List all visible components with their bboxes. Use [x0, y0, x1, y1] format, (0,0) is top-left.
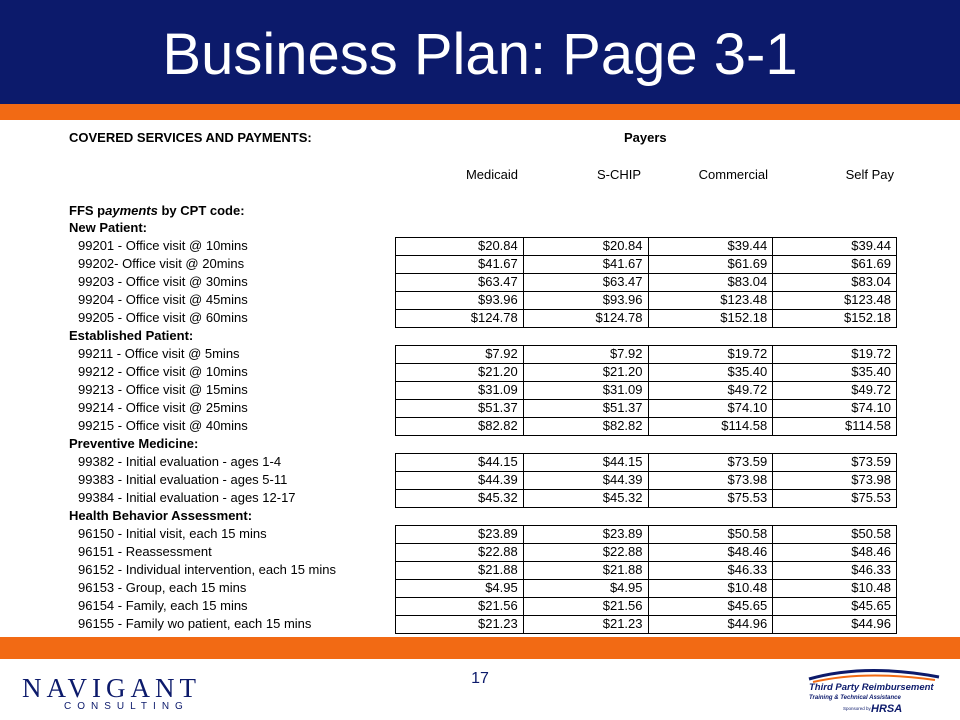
payment-cell: $73.98: [773, 472, 897, 489]
service-label: 99203 - Office visit @ 30mins: [78, 274, 248, 289]
payment-cell: $20.84: [396, 238, 524, 255]
accent-stripe-bottom: [0, 637, 960, 659]
table-row: [396, 292, 897, 310]
payment-cell: $45.32: [524, 490, 649, 507]
payment-cell: $44.15: [524, 454, 649, 471]
payment-cell: $39.44: [649, 238, 774, 255]
payment-cell: $44.39: [524, 472, 649, 489]
column-header-commercial: Commercial: [698, 167, 768, 182]
column-header-medicaid: Medicaid: [465, 167, 518, 182]
payment-cell: $123.48: [773, 292, 897, 309]
table-row: [396, 274, 897, 292]
service-label: 99211 - Office visit @ 5mins: [78, 346, 240, 361]
payment-grid: [395, 453, 897, 508]
table-row: [396, 544, 897, 562]
service-label: 99384 - Initial evaluation - ages 12-17: [78, 490, 296, 505]
section-heading: Preventive Medicine:: [69, 436, 199, 451]
payment-cell: $46.33: [773, 562, 897, 579]
table-row: [396, 616, 897, 634]
service-label: 99204 - Office visit @ 45mins: [78, 292, 248, 307]
payment-cell: $44.39: [396, 472, 524, 489]
service-label: 96154 - Family, each 15 mins: [78, 598, 248, 613]
ffs-heading-part-b: by CPT code:: [157, 203, 245, 218]
payment-cell: $114.58: [773, 418, 897, 435]
payment-cell: $73.59: [649, 454, 774, 471]
payment-grid: [395, 525, 897, 634]
service-label: 99382 - Initial evaluation - ages 1-4: [78, 454, 282, 469]
payment-cell: $7.92: [396, 346, 524, 363]
title-bar: [0, 0, 960, 104]
service-label: 99383 - Initial evaluation - ages 5-11: [78, 472, 288, 487]
ffs-heading-part-a: FFS p: [69, 203, 106, 218]
accent-stripe-top: [0, 104, 960, 120]
section-heading: Health Behavior Assessment:: [69, 508, 253, 523]
payment-cell: $46.33: [649, 562, 774, 579]
payment-cell: $124.78: [524, 310, 649, 327]
payment-cell: $21.56: [524, 598, 649, 615]
table-row: [396, 526, 897, 544]
third-party-reimbursement-logo: [805, 665, 945, 717]
payment-cell: $61.69: [649, 256, 774, 273]
payment-cell: $73.59: [773, 454, 897, 471]
table-row: [396, 364, 897, 382]
service-label: 96151 - Reassessment: [78, 544, 212, 559]
ffs-heading: [69, 202, 245, 219]
table-row: [396, 382, 897, 400]
sheet-heading: COVERED SERVICES AND PAYMENTS:: [69, 130, 312, 145]
payment-cell: $19.72: [773, 346, 897, 363]
payment-cell: $75.53: [773, 490, 897, 507]
payment-cell: $45.65: [649, 598, 774, 615]
payment-cell: $21.23: [396, 616, 524, 633]
payment-cell: $35.40: [773, 364, 897, 381]
service-label: 99202- Office visit @ 20mins: [78, 256, 245, 271]
payment-cell: $21.88: [396, 562, 524, 579]
column-header-schip: S-CHIP: [596, 167, 641, 182]
payment-cell: $39.44: [773, 238, 897, 255]
service-label: 96152 - Individual intervention, each 15 mins: [78, 562, 336, 577]
payment-cell: $41.67: [524, 256, 649, 273]
table-row: [396, 454, 897, 472]
payment-cell: $51.37: [524, 400, 649, 417]
slide-title: Business Plan: Page 3-1: [162, 22, 798, 87]
payment-cell: $22.88: [396, 544, 524, 561]
payment-cell: $7.92: [524, 346, 649, 363]
service-label: 96155 - Family wo patient, each 15 mins: [78, 616, 312, 631]
column-header-self-pay: Self Pay: [845, 167, 894, 182]
payment-cell: $41.67: [396, 256, 524, 273]
service-label: 99205 - Office visit @ 60mins: [78, 310, 248, 325]
payment-cell: $82.82: [524, 418, 649, 435]
service-label: 96153 - Group, each 15 mins: [78, 580, 247, 595]
payment-cell: $21.88: [524, 562, 649, 579]
payment-cell: $21.20: [396, 364, 524, 381]
payment-cell: $20.84: [524, 238, 649, 255]
service-label: 99214 - Office visit @ 25mins: [78, 400, 248, 415]
payment-cell: $152.18: [773, 310, 897, 327]
payment-cell: $83.04: [649, 274, 774, 291]
table-row: [396, 598, 897, 616]
navigant-logo-word: NAVIGANT: [22, 673, 201, 703]
logo-line3: Sponsored by: [843, 706, 871, 711]
payment-cell: $35.40: [649, 364, 774, 381]
payment-cell: $10.48: [649, 580, 774, 597]
payers-label: Payers: [624, 130, 667, 145]
payment-cell: $63.47: [396, 274, 524, 291]
payment-cell: $21.23: [524, 616, 649, 633]
payments-sheet: [0, 120, 960, 637]
payment-cell: $83.04: [773, 274, 897, 291]
payment-cell: $49.72: [773, 382, 897, 399]
payment-cell: $45.32: [396, 490, 524, 507]
payment-cell: $74.10: [649, 400, 774, 417]
table-row: [396, 580, 897, 598]
logo-line2: Training & Technical Assistance: [809, 695, 901, 701]
logo-line1: Third Party Reimbursement: [809, 682, 934, 693]
payment-cell: $23.89: [524, 526, 649, 543]
section-heading: Established Patient:: [69, 328, 194, 343]
table-row: [396, 346, 897, 364]
payment-cell: $23.89: [396, 526, 524, 543]
ffs-heading-italic: ayments: [105, 203, 158, 218]
payment-cell: $44.15: [396, 454, 524, 471]
payment-cell: $45.65: [773, 598, 897, 615]
service-label: 99201 - Office visit @ 10mins: [78, 238, 248, 253]
payment-cell: $21.20: [524, 364, 649, 381]
table-row: [396, 400, 897, 418]
payment-cell: $93.96: [396, 292, 524, 309]
payment-cell: $4.95: [396, 580, 524, 597]
table-row: [396, 418, 897, 436]
payment-cell: $51.37: [396, 400, 524, 417]
payment-cell: $61.69: [773, 256, 897, 273]
navigant-logo: [22, 673, 201, 713]
payment-cell: $10.48: [773, 580, 897, 597]
table-row: [396, 256, 897, 274]
table-row: [396, 310, 897, 328]
payment-cell: $152.18: [649, 310, 774, 327]
payment-cell: $48.46: [649, 544, 774, 561]
payment-cell: $50.58: [649, 526, 774, 543]
payment-cell: $48.46: [773, 544, 897, 561]
payment-cell: $93.96: [524, 292, 649, 309]
payment-grid: [395, 345, 897, 436]
payment-cell: $50.58: [773, 526, 897, 543]
table-row: [396, 238, 897, 256]
payment-cell: $4.95: [524, 580, 649, 597]
payment-cell: $74.10: [773, 400, 897, 417]
payment-cell: $19.72: [649, 346, 774, 363]
page-number: 17: [471, 670, 489, 687]
payment-cell: $63.47: [524, 274, 649, 291]
section-heading: New Patient:: [69, 220, 148, 235]
payment-cell: $44.96: [773, 616, 897, 633]
payment-cell: $44.96: [649, 616, 774, 633]
payment-cell: $73.98: [649, 472, 774, 489]
table-row: [396, 472, 897, 490]
payment-cell: $82.82: [396, 418, 524, 435]
service-label: 99213 - Office visit @ 15mins: [78, 382, 248, 397]
table-row: [396, 562, 897, 580]
payment-cell: $31.09: [396, 382, 524, 399]
payment-cell: $31.09: [524, 382, 649, 399]
service-label: 99215 - Office visit @ 40mins: [78, 418, 248, 433]
payment-cell: $21.56: [396, 598, 524, 615]
service-label: 96150 - Initial visit, each 15 mins: [78, 526, 267, 541]
logo-hrsa: HRSA: [871, 703, 903, 715]
table-row: [396, 490, 897, 508]
service-label: 99212 - Office visit @ 10mins: [78, 364, 248, 379]
payment-cell: $75.53: [649, 490, 774, 507]
payment-grid: [395, 237, 897, 328]
payment-cell: $123.48: [649, 292, 774, 309]
payment-cell: $114.58: [649, 418, 774, 435]
payment-cell: $22.88: [524, 544, 649, 561]
payment-cell: $124.78: [396, 310, 524, 327]
payment-cell: $49.72: [649, 382, 774, 399]
navigant-logo-sub: CONSULTING: [64, 701, 189, 712]
